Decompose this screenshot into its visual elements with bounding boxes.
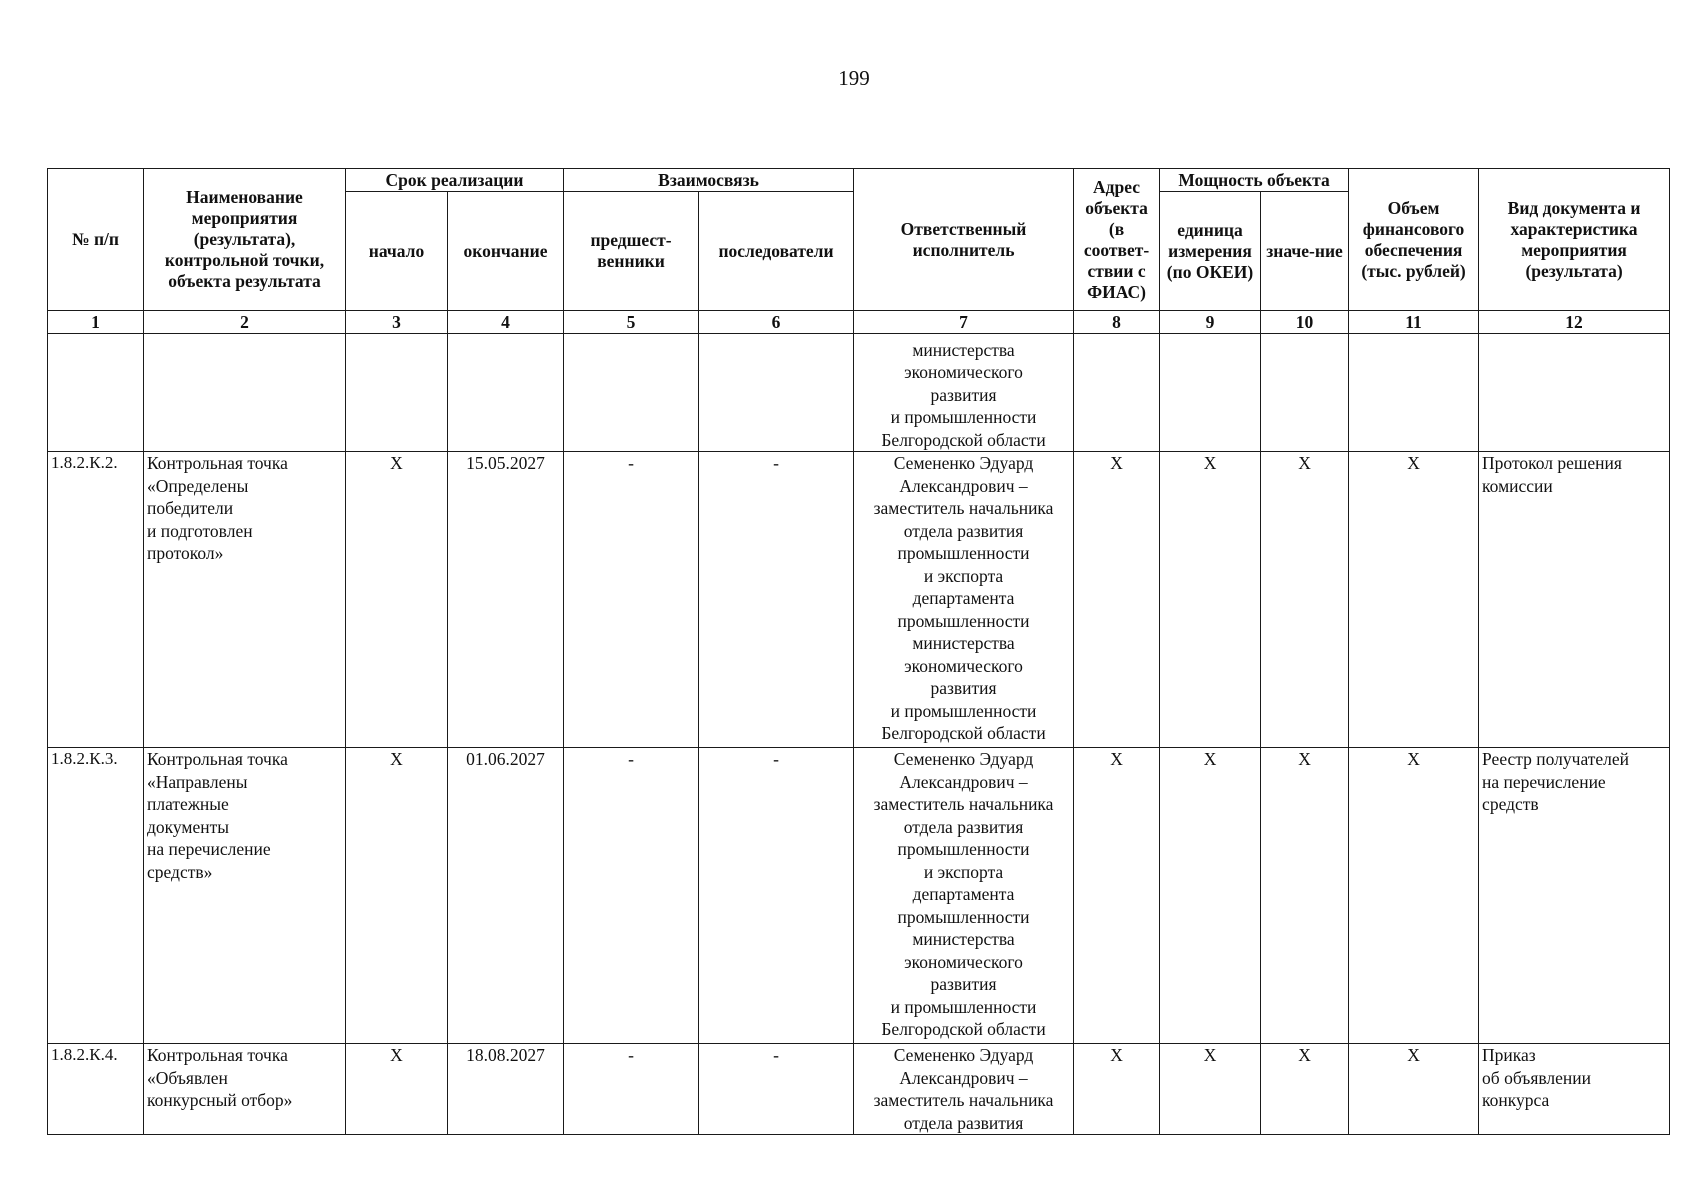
cell-start [346,334,448,452]
column-number: 6 [699,311,854,334]
cell-responsible-line: развития [930,974,997,994]
cell-responsible-line: Белгородской области [881,429,1046,450]
column-number: 9 [1160,311,1261,334]
cell-responsible-line: министерства [912,929,1015,949]
cell-responsible-line: Семененко Эдуард [893,1045,1034,1065]
cell-end [448,334,564,452]
cell-end: 18.08.2027 [448,1044,564,1135]
cell-name-line: победители [147,498,234,518]
cell-end: 15.05.2027 [448,452,564,748]
cell-responsible-line: Белгородской области [881,723,1046,743]
cell-responsible-line: и промышленности [890,407,1037,427]
cell-successors [699,334,854,452]
column-number: 11 [1349,311,1479,334]
cell-name-line: Контрольная точка [147,749,288,769]
cell-finance: Х [1349,1044,1479,1135]
cell-responsible-line: развития [930,678,997,698]
implementation-plan-table [47,168,1670,1135]
header-address: Адрес объекта (в соответ-ствии с ФИАС) [1074,169,1160,311]
cell-responsible [854,1044,1074,1135]
cell-value: Х [1261,748,1349,1044]
cell-doc [1479,452,1670,748]
cell-predecessors: - [564,748,699,1044]
cell-name-line: на перечисление [147,839,271,859]
header-capacity-group: Мощность объекта [1160,169,1349,192]
cell-responsible-line: экономического [904,362,1023,382]
cell-responsible-line: и экспорта [923,565,1004,586]
cell-responsible-line: заместитель начальника [873,794,1054,814]
cell-unit [1160,334,1261,452]
header-num: № п/п [48,169,144,311]
cell-address: Х [1074,748,1160,1044]
cell-predecessors: - [564,452,699,748]
cell-responsible-line: Александрович – [899,1067,1028,1088]
header-responsible: Ответственный исполнитель [854,169,1074,311]
cell-num [48,334,144,452]
cell-responsible-line: промышленности [897,543,1030,563]
cell-responsible-line: Александрович – [899,771,1028,792]
cell-name-line: «Объявлен [147,1067,228,1088]
table-row [48,748,1670,1044]
cell-unit: Х [1160,748,1261,1044]
cell-doc-line: об объявлении [1482,1067,1592,1088]
header-name: Наименование мероприятия (результата), контрольной точки, объекта результата [144,169,346,311]
cell-start: Х [346,748,448,1044]
cell-responsible-line: отдела развития [903,816,1024,837]
cell-responsible-line: промышленности [897,906,1030,927]
header-start: начало [346,192,448,311]
cell-unit: Х [1160,452,1261,748]
cell-value: Х [1261,452,1349,748]
cell-responsible-line: и промышленности [890,996,1037,1017]
cell-doc-line: на перечисление [1482,771,1606,792]
column-number: 10 [1261,311,1349,334]
cell-unit: Х [1160,1044,1261,1135]
cell-name [144,452,346,748]
table-row [48,1044,1670,1135]
cell-responsible-line: департамента [912,588,1015,608]
cell-address: Х [1074,1044,1160,1135]
table-row [48,334,1670,452]
header-successors: последователи [699,192,854,311]
cell-responsible-line: Семененко Эдуард [893,453,1034,473]
cell-predecessors [564,334,699,452]
cell-start: Х [346,1044,448,1135]
cell-responsible-line: экономического [904,951,1023,972]
cell-responsible [854,452,1074,748]
header-value: значе-ние [1261,192,1349,311]
column-number: 12 [1479,311,1670,334]
header-predecessors: предшест-венники [564,192,699,311]
cell-predecessors: - [564,1044,699,1135]
header-unit: единица измерения (по ОКЕИ) [1160,192,1261,311]
cell-doc-line: средств [1482,794,1539,814]
cell-responsible-line: заместитель начальника [873,1090,1054,1110]
cell-num: 1.8.2.К.3. [48,748,144,1044]
cell-responsible-line: Семененко Эдуард [893,749,1034,769]
cell-name-line: документы [147,816,230,837]
column-number: 8 [1074,311,1160,334]
cell-responsible-line: Белгородской области [881,1019,1046,1039]
page-number: 199 [838,66,870,90]
cell-responsible-line: департамента [912,884,1015,904]
cell-finance [1349,334,1479,452]
cell-successors: - [699,748,854,1044]
cell-responsible-line: отдела развития [903,1112,1024,1133]
cell-doc [1479,334,1670,452]
column-number: 5 [564,311,699,334]
column-number: 1 [48,311,144,334]
cell-responsible-line: развития [930,384,997,405]
cell-doc-line: Приказ [1482,1045,1536,1065]
cell-name-line: протокол» [147,543,224,563]
column-number: 7 [854,311,1074,334]
column-number: 2 [144,311,346,334]
cell-name-line: платежные [147,794,229,814]
cell-name-line: Контрольная точка [147,1045,288,1065]
cell-end: 01.06.2027 [448,748,564,1044]
header-end: окончание [448,192,564,311]
cell-num: 1.8.2.К.2. [48,452,144,748]
cell-value: Х [1261,1044,1349,1135]
cell-name [144,1044,346,1135]
cell-name-line: «Определены [147,475,249,496]
header-link-group: Взаимосвязь [564,169,854,192]
cell-value [1261,334,1349,452]
cell-doc-line: конкурса [1482,1090,1550,1110]
header-period-group: Срок реализации [346,169,564,192]
cell-responsible-line: министерства [912,633,1015,653]
cell-finance: Х [1349,748,1479,1044]
cell-responsible [854,334,1074,452]
cell-responsible-line: экономического [904,655,1023,676]
cell-responsible-line: заместитель начальника [873,498,1054,518]
cell-name [144,334,346,452]
cell-successors: - [699,1044,854,1135]
cell-doc [1479,748,1670,1044]
header-doc: Вид документа и характеристика мероприятия (результата) [1479,169,1670,311]
cell-doc-line: комиссии [1482,475,1553,496]
cell-doc [1479,1044,1670,1135]
cell-name-line: средств» [147,861,213,882]
cell-successors: - [699,452,854,748]
cell-num: 1.8.2.К.4. [48,1044,144,1135]
cell-start: Х [346,452,448,748]
cell-responsible-line: отдела развития [903,520,1024,541]
cell-finance: Х [1349,452,1479,748]
cell-name [144,748,346,1044]
header-finance: Объем финансового обеспечения (тыс. рублей) [1349,169,1479,311]
cell-name-line: конкурсный отбор» [147,1090,293,1110]
cell-responsible-line: министерства [912,339,1015,360]
cell-responsible-line: Александрович – [899,475,1028,496]
cell-responsible-line: и экспорта [923,861,1004,882]
table-row [48,452,1670,748]
cell-doc-line: Реестр получателей [1482,749,1630,769]
cell-responsible-line: и промышленности [890,700,1037,721]
cell-responsible-line: промышленности [897,839,1030,859]
cell-name-line: и подготовлен [147,520,253,541]
cell-responsible-line: промышленности [897,610,1030,631]
cell-doc-line: Протокол решения [1482,453,1622,473]
cell-address [1074,334,1160,452]
cell-address: Х [1074,452,1160,748]
cell-responsible [854,748,1074,1044]
cell-name-line: «Направлены [147,771,248,792]
cell-name-line: Контрольная точка [147,453,288,473]
column-number: 3 [346,311,448,334]
column-number: 4 [448,311,564,334]
